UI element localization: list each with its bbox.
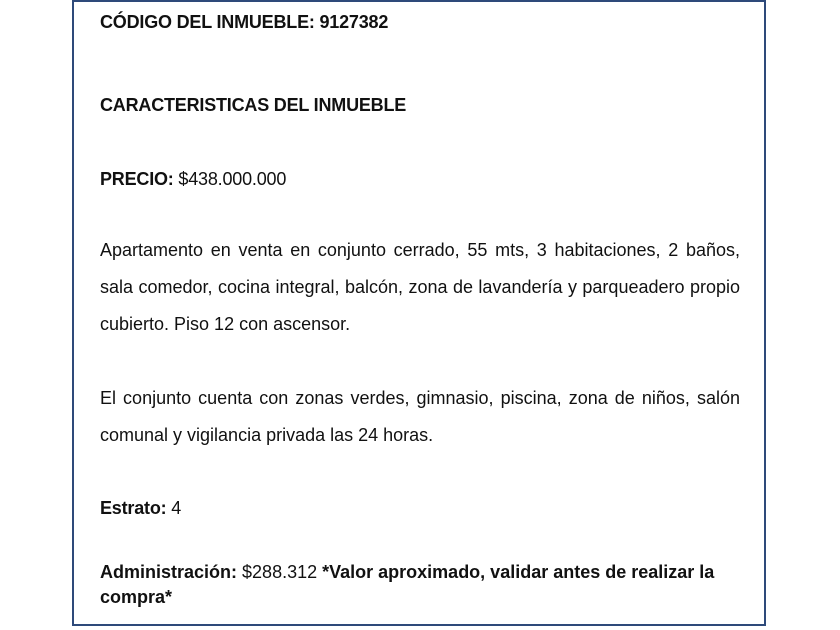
estrato: [100, 498, 181, 519]
property-code: [100, 12, 388, 33]
property-code-value: 9127382: [319, 12, 389, 32]
description-paragraph-1: Apartamento en venta en conjunto cerrado, 55 mts, 3 habitaciones, 2 baños, sala comedor, cocina integral, balcón, zona de lavandería y parqueadero propio cubierto. Piso 12 con ascensor.: [100, 240, 740, 334]
administration-value: $288.312: [242, 562, 318, 582]
administration: [100, 560, 740, 610]
characteristics-heading: CARACTERISTICAS DEL INMUEBLE: [100, 95, 407, 115]
administration-label: Administración:: [100, 562, 238, 582]
price: [100, 169, 286, 190]
property-code-label: CÓDIGO DEL INMUEBLE:: [100, 12, 315, 32]
description-paragraph-2: El conjunto cuenta con zonas verdes, gimnasio, piscina, zona de niños, salón comunal y vigilancia privada las 24 horas.: [100, 388, 740, 445]
estrato-label: Estrato:: [100, 498, 167, 518]
price-value: $438.000.000: [178, 169, 287, 189]
estrato-value: 4: [171, 498, 182, 518]
administration-note: *Valor aproximado, validar antes de realizar la compra*: [100, 562, 715, 607]
price-label: PRECIO:: [100, 169, 174, 189]
